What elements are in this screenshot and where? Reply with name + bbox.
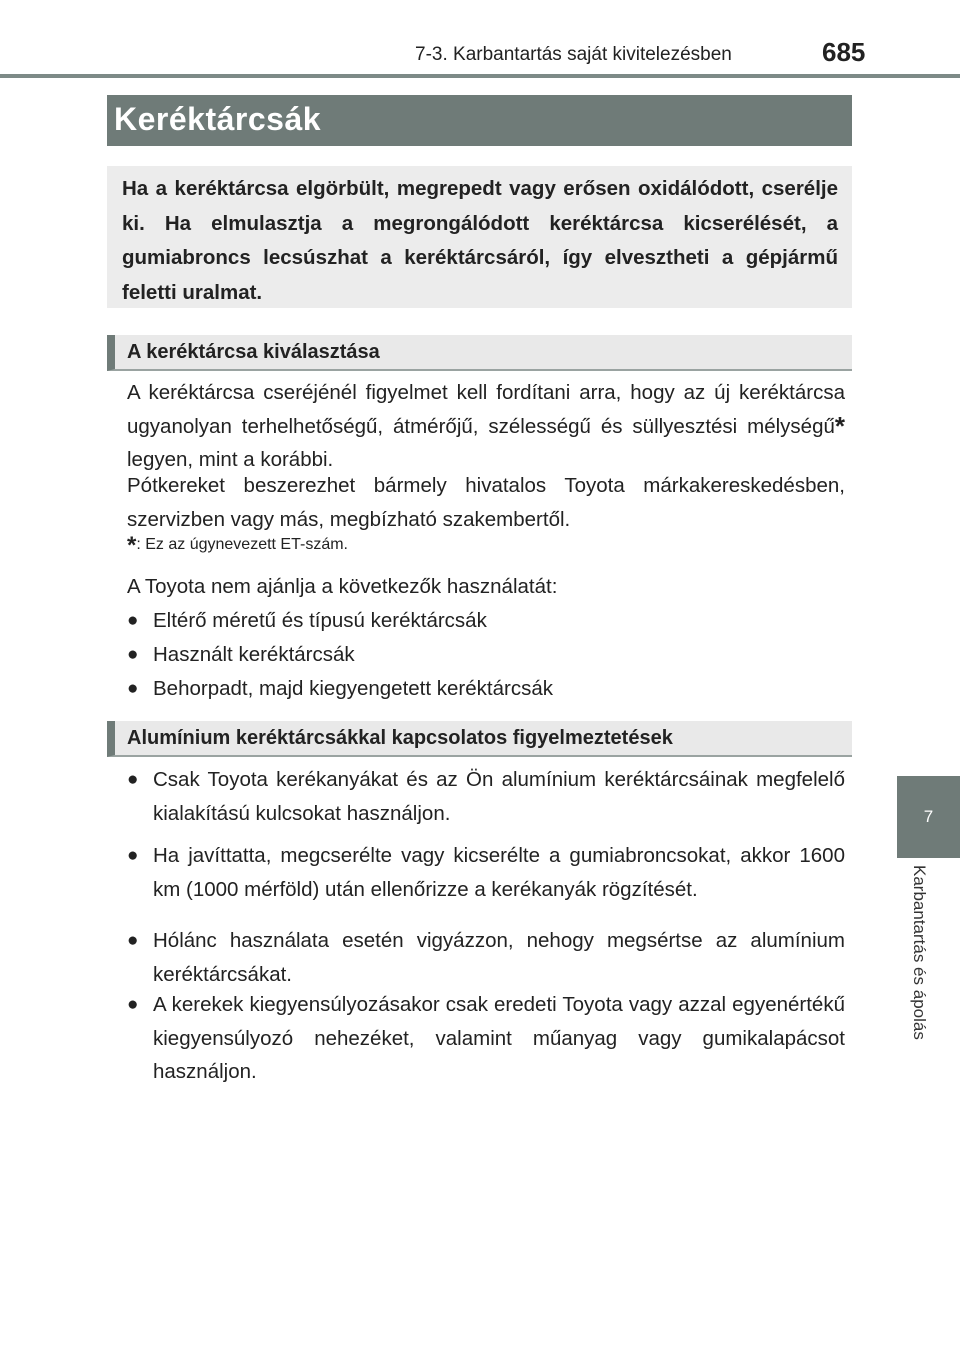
list-item [127,839,845,906]
list-item-text: Eltérő méretű és típusú keréktárcsák [153,609,487,632]
running-header-section-title: 7-3. Karbantartás saját kivitelezésben [415,44,732,65]
list-item [127,638,845,672]
list-item-text: Csak Toyota kerékanyákat és az Ön alumínium keréktárcsáinak megfelelő kialakítású kulcsokat használjon. [153,768,845,825]
list-item-text: Hólánc használata esetén vigyázzon, nehogy megsértse az alumínium keréktárcsákat. [153,929,845,986]
header-divider [0,74,960,78]
footnote [127,532,348,559]
list-item [127,672,845,706]
footnote-marker: * [127,532,137,559]
list-item-text: Behorpadt, majd kiegyengetett keréktárcsák [153,677,553,700]
paragraph-text: legyen, mint a korábbi. [127,448,334,471]
bullet-icon: ● [127,845,139,866]
warning-text: Ha a keréktárcsa elgörbült, megrepedt vagy erősen oxidálódott, cserélje ki. Ha elmulasztja a megrongálódott keréktárcsa kicserélését, a gumiabroncs lecsúszhat a keréktárcsáról, így elvesztheti a gépjármű feletti uralmat. [122,177,838,304]
page-number: 685 [822,37,866,67]
list-item [127,604,845,638]
paragraph-text: A keréktárcsa cseréjénél figyelmet kell fordítani arra, hogy az új keréktárcsa ugyanolyan terhelhetőségű, átmérőjű, szélességű és süllyesztési mélységű [127,381,845,438]
section-heading-text: Alumínium keréktárcsákkal kapcsolatos figyelmeztetések [127,727,673,749]
footnote-text: : Ez az úgynevezett ET-szám. [136,536,348,553]
bullet-icon: ● [127,644,139,665]
paragraph-wheel-selection [127,376,845,477]
bullet-icon: ● [127,610,139,631]
section-heading-text: A keréktárcsa kiválasztása [127,341,380,363]
chapter-tab: 7 [897,776,960,858]
bullet-icon: ● [127,769,139,790]
paragraph-spare-wheel: Pótkereket beszerezhet bármely hivatalos Toyota márkakereskedésben, szervizben vagy más, megbízható szakembertől. [127,474,845,531]
list-item-text: Ha javíttatta, megcserélte vagy kicserélte a gumiabroncsokat, akkor 1600 km (1000 mérföld) után ellenőrizze a kerékanyák rögzítését. [153,844,845,901]
list-item-text: Használt keréktárcsák [153,643,355,666]
section-heading-aluminium-warnings [107,721,852,757]
bullet-icon: ● [127,994,139,1015]
footnote-marker: * [834,410,845,441]
list-item-text: A kerekek kiegyensúlyozásakor csak eredeti Toyota vagy azzal egyenértékű kiegyensúlyozó nehezéket, valamint műanyag vagy gumikalapácsot használjon. [153,993,845,1083]
list-item [127,763,845,830]
page-title: Keréktárcsák [114,101,322,137]
list-item [127,988,845,1089]
bullet-icon: ● [127,930,139,951]
bullet-icon: ● [127,678,139,699]
chapter-tab-label: Karbantartás és ápolás [910,865,929,1040]
section-heading-wheel-selection [107,335,852,371]
intro-not-recommended: A Toyota nem ajánlja a következők használatát: [127,575,558,598]
list-item [127,924,845,991]
